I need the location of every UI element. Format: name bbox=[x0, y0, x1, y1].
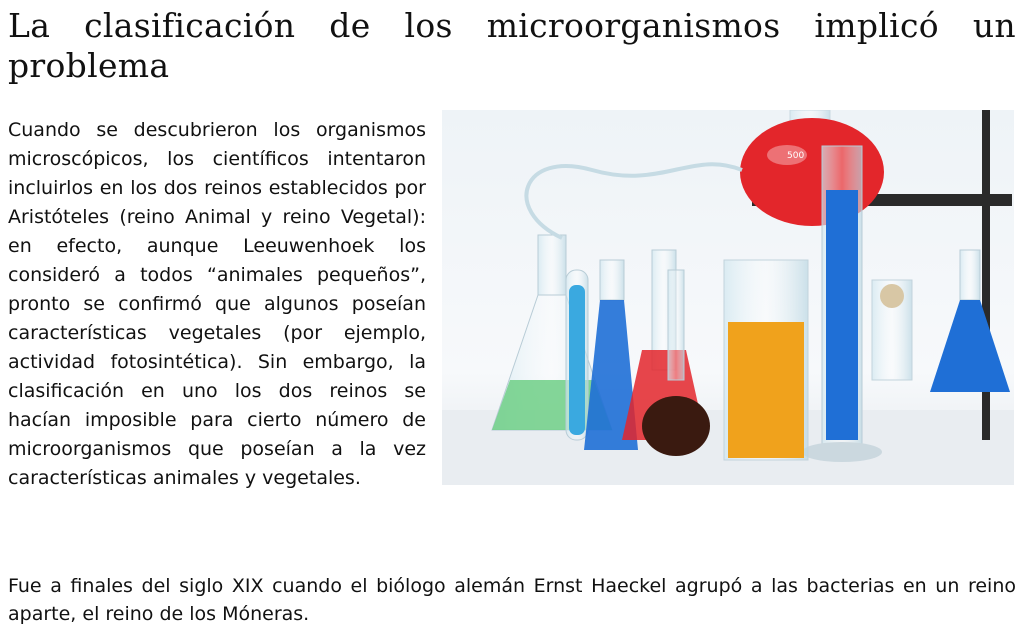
lab-glassware-photo bbox=[442, 110, 1014, 485]
article-paragraph-1: Cuando se descubrieron los organismos microscópicos, los científicos intentaron incluirlos en los dos reinos establecidos por Aristóteles (reino Animal y reino Vegetal): en efecto, aunque Leeuwenhoek los consideró a todos “animales pequeños”, pronto se confirmó que algunos poseían características vegetales (por ejemplo, actividad fotosintética). Sin embargo, la clasificación en uno los dos reinos se hacían imposible para cierto número de microorganismos que poseían a la vez características animales y vegetales. bbox=[8, 119, 426, 489]
flask-label: 500 bbox=[787, 151, 805, 161]
orange-beaker bbox=[724, 260, 808, 460]
article-title: La clasificación de los microorganismos implicó un problema bbox=[8, 6, 1016, 85]
lab-glassware-illustration bbox=[442, 110, 1014, 485]
small-bottle bbox=[872, 280, 912, 380]
cyan-test-tube bbox=[566, 270, 588, 440]
article-paragraph-2: Fue a finales del siglo XIX cuando el biólogo alemán Ernst Haeckel agrupó a las bacterias en un reino aparte, el reino de los Móneras. bbox=[8, 575, 1016, 625]
